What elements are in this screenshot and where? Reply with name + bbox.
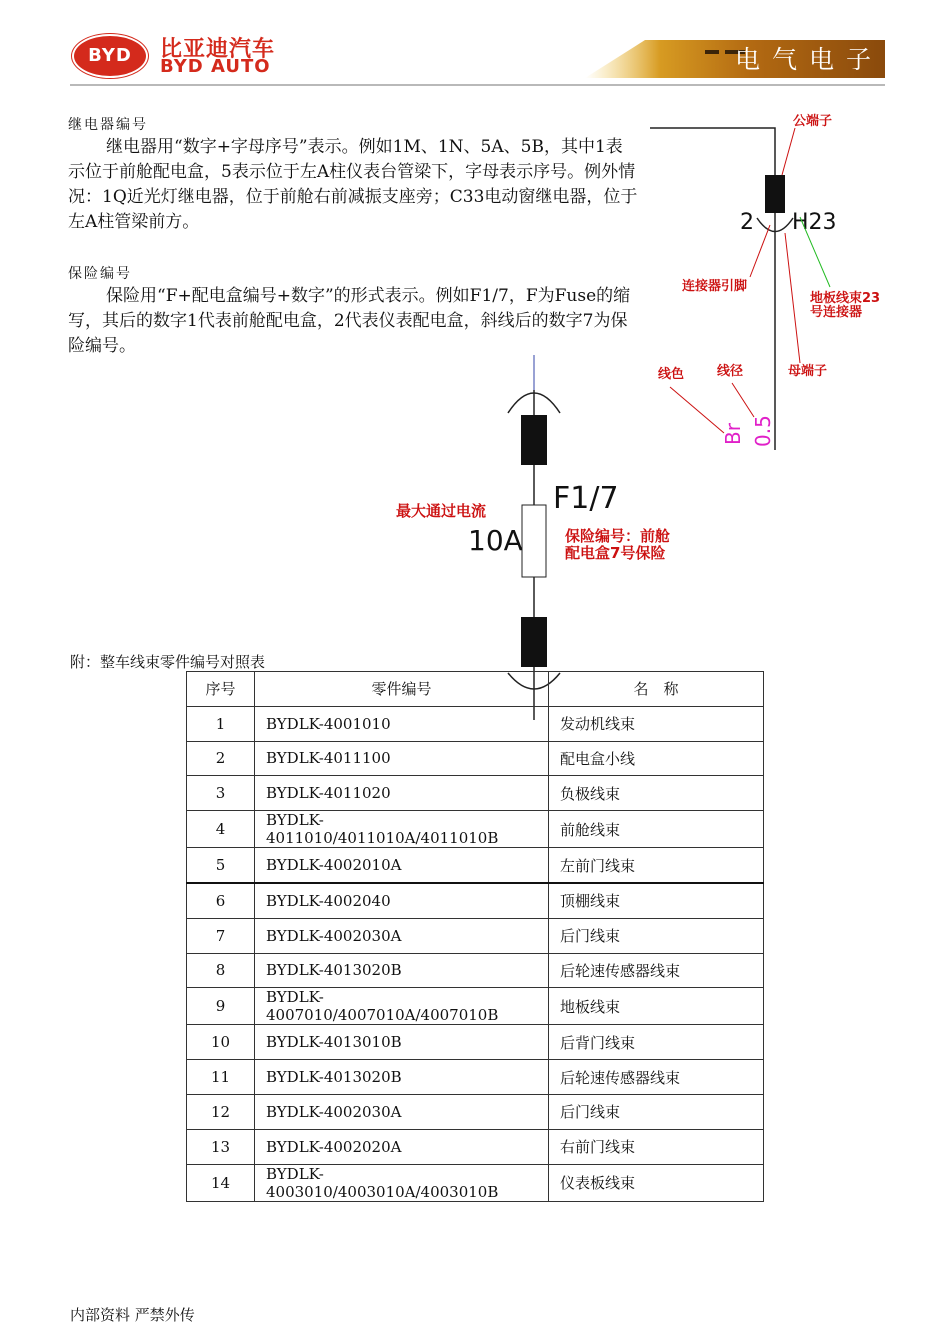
table-caption: 附：整车线束零件编号对照表 xyxy=(70,653,266,671)
fuse-desc-1: 保险编号：前舱 xyxy=(565,527,671,545)
table-row: 7 BYDLK-4002030A 后门线束 xyxy=(187,918,764,953)
table-row: 3 BYDLK-4011020 负极线束 xyxy=(187,776,764,811)
relay-paragraph: 继电器用“数字+字母序号”表示。例如1M、1N、5A、5B，其中1表示位于前舱配电盒，5表示位于左A柱仪表台管梁下，字母表示序号。例外情况：1Q近光灯继电器，位于前舱右前减振支座旁；C33电动窗继电器，位于左A柱管梁前方。 xyxy=(68,137,638,232)
header-name: 名 称 xyxy=(549,672,764,707)
pin-left: 2 xyxy=(740,210,754,235)
banner-title: 电气电子 xyxy=(735,45,884,74)
floor-connector-label-2: 号连接器 xyxy=(810,305,863,320)
table-row: 13 BYDLK-4002020A 右前门线束 xyxy=(187,1129,764,1164)
pin-right: H23 xyxy=(792,210,837,235)
wire-top xyxy=(650,128,775,175)
fuse-body xyxy=(522,505,546,577)
brand-name-cn: 比亚迪汽车 xyxy=(160,37,276,62)
male-terminal-block xyxy=(765,175,785,213)
fuse-bottom-terminal xyxy=(521,617,547,667)
fuse-heading: 保险编号 xyxy=(68,266,132,282)
fuse-top-terminal xyxy=(521,415,547,465)
table-row: 14 BYDLK-4003010/4003010A/4003010B 仪表板线束 xyxy=(187,1164,764,1201)
byd-logo xyxy=(72,34,148,78)
brand-name-en: BYD AUTO xyxy=(160,56,271,77)
relay-heading: 继电器编号 xyxy=(68,117,148,133)
wire-color-label: 线色 xyxy=(658,367,685,382)
table-row: 6 BYDLK-4002040 顶棚线束 xyxy=(187,883,764,918)
table-row: 4 BYDLK-4011010/4011010A/4011010B 前舱线束 xyxy=(187,811,764,848)
female-terminal-label: 母端子 xyxy=(788,364,828,379)
fuse-rating: 10A xyxy=(468,524,523,557)
table-row: 12 BYDLK-4002030A 后门线束 xyxy=(187,1094,764,1129)
parts-table xyxy=(186,671,764,1202)
table-row: 11 BYDLK-4013020B 后轮速传感器线束 xyxy=(187,1060,764,1095)
table-row: 2 BYDLK-4011100 配电盒小线 xyxy=(187,741,764,776)
header-part-number: 零件编号 xyxy=(255,672,549,707)
pin-label: 连接器引脚 xyxy=(682,279,748,294)
wire-color-value: Br xyxy=(721,423,745,445)
floor-connector-label-1: 地板线束23 xyxy=(810,291,881,306)
table-row: 10 BYDLK-4013010B 后背门线束 xyxy=(187,1025,764,1060)
table-row: 8 BYDLK-4013020B 后轮速传感器线束 xyxy=(187,953,764,988)
fuse-diagram xyxy=(390,355,720,725)
male-terminal-label: 公端子 xyxy=(793,114,833,129)
fuse-desc-2: 配电盒7号保险 xyxy=(565,544,666,562)
max-current-label: 最大通过电流 xyxy=(396,502,487,520)
wire-gauge-value: 0.5 xyxy=(751,415,775,447)
fuse-id: F1/7 xyxy=(553,481,619,516)
wire-gauge-label: 线径 xyxy=(717,364,744,379)
table-header-row xyxy=(187,672,764,707)
logo-badge-text: BYD xyxy=(88,45,132,66)
table-row: 9 BYDLK-4007010/4007010A/4007010B 地板线束 xyxy=(187,988,764,1025)
page-footer: 内部资料 严禁外传 xyxy=(70,1306,195,1324)
table-row: 5 BYDLK-4002010A 左前门线束 xyxy=(187,848,764,883)
header-index: 序号 xyxy=(187,672,255,707)
table-row: 1 BYDLK-4001010 发动机线束 xyxy=(187,706,764,741)
header-divider xyxy=(70,84,885,86)
fuse-paragraph: 保险用“F+配电盒编号+数字”的形式表示。例如F1/7，F为Fuse的缩写，其后的数字1代表前舱配电盒，2代表仪表配电盒，斜线后的数字7为保险编号。 xyxy=(68,286,631,356)
